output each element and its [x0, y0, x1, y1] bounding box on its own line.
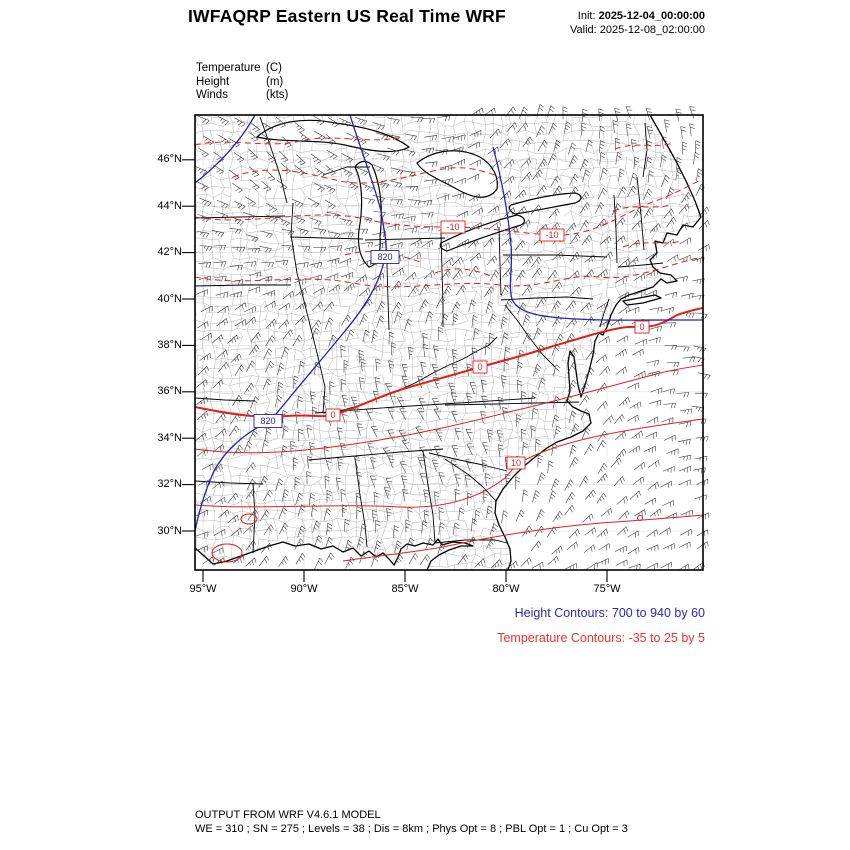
- lat-label-42n: 42°N: [157, 246, 182, 258]
- temp-label-0-c: [635, 321, 649, 333]
- lat-label-40n: 40°N: [157, 293, 182, 305]
- svg-text:820: 820: [377, 252, 393, 263]
- footer-config-line: WE = 310 ; SN = 275 ; Levels = 38 ; Dis = 8km ; Phys Opt = 8 ; PBL Opt = 1 ; Cu Opt = 3: [195, 822, 628, 835]
- lon-label-90w: 90°W: [290, 583, 318, 595]
- lat-label-32n: 32°N: [157, 478, 182, 490]
- temperature-contour-caption: Temperature Contours: -35 to 25 by 5: [497, 631, 705, 645]
- lon-label-75w: 75°W: [593, 583, 621, 595]
- weather-map: [195, 115, 703, 570]
- model-footer: [195, 809, 628, 836]
- lat-label-36n: 36°N: [157, 385, 182, 397]
- weather-map-panel: [195, 115, 703, 570]
- height-label-820-b: [254, 415, 282, 428]
- field-legend: [196, 62, 288, 103]
- lat-label-34n: 34°N: [157, 432, 182, 444]
- valid-time: Valid: 2025-12-08_02:00:00: [570, 24, 705, 36]
- height-label-820-a: [371, 251, 399, 264]
- temp-label-minus10-b: [540, 229, 564, 241]
- legend-height: Height (m): [196, 75, 284, 88]
- legend-temperature: Temperature (C): [196, 62, 282, 74]
- axis-ticks: [182, 160, 607, 582]
- svg-text:10: 10: [510, 458, 522, 469]
- lake-huron: [417, 151, 497, 197]
- svg-text:0: 0: [477, 362, 483, 373]
- lat-label-44n: 44°N: [157, 200, 182, 212]
- lat-label-46n: 46°N: [157, 153, 182, 165]
- temp-label-0-b: [473, 361, 487, 373]
- lon-label-85w: 85°W: [391, 583, 419, 595]
- svg-text:0: 0: [330, 410, 336, 421]
- footer-model-line: OUTPUT FROM WRF V4.6.1 MODEL: [195, 809, 381, 821]
- temp-label-0-a: [326, 409, 340, 421]
- temp-label-10: [507, 457, 525, 469]
- init-value: 2025-12-04_00:00:00: [598, 10, 705, 22]
- svg-text:0: 0: [639, 322, 645, 333]
- svg-text:-10: -10: [446, 222, 460, 233]
- svg-text:-10: -10: [545, 230, 559, 241]
- lon-label-80w: 80°W: [492, 583, 520, 595]
- init-time: Init: 2025-12-04_00:00:00: [577, 10, 705, 22]
- legend-winds: Winds (kts): [196, 89, 289, 101]
- lon-label-95w: 95°W: [189, 583, 217, 595]
- page-title: IWFAQRP Eastern US Real Time WRF: [188, 6, 506, 26]
- svg-text:820: 820: [260, 416, 276, 427]
- height-contour-caption: Height Contours: 700 to 940 by 60: [514, 606, 705, 620]
- lat-label-30n: 30°N: [157, 525, 182, 537]
- temp-label-minus10-a: [441, 221, 465, 233]
- lat-label-38n: 38°N: [157, 339, 182, 351]
- valid-value: 2025-12-08_02:00:00: [599, 24, 705, 36]
- run-times: [570, 9, 705, 37]
